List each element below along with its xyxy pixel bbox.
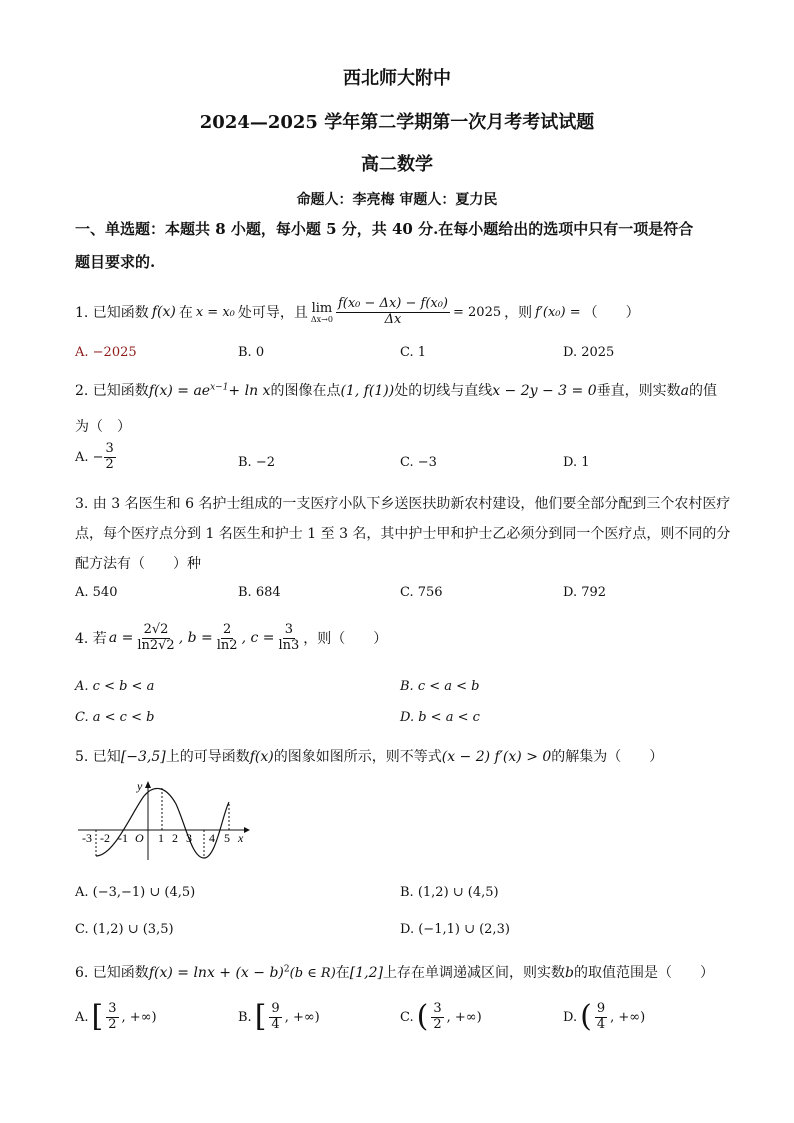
q1-text-3: 处可导，且 (237, 305, 308, 321)
q1-lim-sub: Δx→0 (310, 314, 333, 324)
q4-a-prefix: a = (108, 630, 134, 646)
q1-text-4: ，则 (504, 305, 533, 321)
q1-option-a[interactable]: A. −2025 (75, 345, 137, 360)
q5-text-1: 5. 已知 (75, 749, 121, 765)
q1-option-d[interactable]: D. 2025 (563, 345, 615, 360)
q1-option-c[interactable]: C. 1 (400, 345, 427, 360)
q6-text-3: 上存在单调递减区间，则实数 (382, 965, 565, 981)
q6-optD-den: 4 (596, 1016, 606, 1032)
q6-func: f(x) = lnx + (x − b) (148, 965, 284, 981)
q6-optA-den: 2 (108, 1016, 117, 1032)
q6-optA-fraction (106, 1002, 118, 1033)
q2-optA-fraction (104, 442, 116, 473)
q4-c-den: ln3 (278, 637, 300, 653)
q5-fx: f(x) (249, 749, 274, 765)
q2-optA-num: 3 (105, 441, 114, 456)
q4-option-a[interactable]: A. c < b < a (75, 679, 155, 694)
q2-option-c[interactable]: C. −3 (400, 455, 437, 470)
q6-condition: (b ∈ R) (289, 966, 336, 981)
question-1 (75, 287, 640, 337)
q6-text-1: 6. 已知函数 (75, 965, 149, 981)
q4-text-2: ，则（ ） (303, 631, 388, 647)
q5-text-4: 的解集为（ ） (551, 749, 664, 765)
q6-optC-den: 2 (433, 1016, 442, 1032)
q5-function-graph (74, 776, 254, 862)
q5-text-2: 上的可导函数 (165, 749, 250, 765)
q4-c-prefix: , c = (241, 630, 275, 646)
q6-optC-num: 3 (433, 1001, 442, 1016)
q6-var-b: b (564, 965, 574, 981)
q2-var-a: a (680, 383, 689, 399)
q6-optB-num: 9 (271, 1001, 280, 1016)
q6-optA-label: A. (75, 1009, 89, 1025)
q5-tick-minus2: -2 (100, 831, 110, 845)
section-heading-line2: 题目要求的. (75, 253, 156, 271)
question-5 (75, 746, 663, 766)
q2-option-a[interactable] (75, 442, 116, 473)
q1-fraction (336, 297, 450, 328)
q4-option-b[interactable]: B. c < a < b (400, 679, 480, 694)
q4-b-num: 2 (223, 621, 232, 637)
q1-paren: （ ） (583, 305, 640, 321)
q2-func-ln: + ln x (228, 383, 271, 399)
q6-option-c[interactable] (400, 999, 482, 1035)
q2-func: f(x) = ae (148, 383, 211, 399)
section-heading-line1: 一、单选题：本题共 8 小题，每小题 5 分，共 40 分.在每小题给出的选项中只有一项是符合 (75, 220, 694, 238)
q6-optB-fraction (269, 1002, 281, 1033)
q4-a-num: 2√2 (143, 621, 169, 637)
q6-exponent: 2 (283, 964, 290, 975)
q2-option-d[interactable]: D. 1 (563, 455, 590, 470)
q6-interval: [1,2] (349, 965, 383, 981)
q2-optA-den: 2 (105, 456, 114, 472)
q2-option-b[interactable]: B. −2 (238, 455, 275, 470)
q5-tick-5: 5 (224, 831, 230, 845)
q3-option-a[interactable]: A. 540 (75, 585, 118, 600)
q2-line-eq: x − 2y − 3 = 0 (492, 383, 597, 399)
q6-optB-label: B. (238, 1009, 252, 1025)
authors-line: 命题人：李亮梅 审题人：夏力民 (296, 192, 498, 208)
q1-numerator: f(x₀ − Δx) − f(x₀) (337, 295, 448, 311)
q5-tick-2: 2 (172, 831, 178, 845)
q1-fx: f(x) (151, 304, 176, 320)
q4-b-fraction (215, 623, 240, 654)
q6-option-b[interactable] (238, 999, 320, 1035)
q3-option-d[interactable]: D. 792 (563, 585, 607, 600)
q5-x-arrow (244, 827, 250, 833)
q6-optA-tail: , +∞) (121, 1009, 157, 1025)
q6-option-a[interactable] (75, 999, 157, 1035)
q4-c-fraction (276, 623, 301, 654)
question-2-line1 (75, 380, 717, 400)
q5-interval: [−3,5] (120, 749, 166, 765)
q4-b-den: ln2 (216, 637, 238, 653)
question-3-line3: 配方法有（ ）种 (75, 556, 201, 572)
q6-optD-label: D. (563, 1009, 578, 1025)
q6-optD-fraction (595, 1002, 607, 1033)
q5-y-label: y (137, 779, 143, 793)
q6-optD-tail: , +∞) (610, 1009, 646, 1025)
q5-curve (96, 788, 229, 858)
q4-text-1: 4. 若 (75, 631, 107, 647)
q1-denominator: Δx (384, 311, 402, 327)
q4-option-d[interactable]: D. b < a < c (400, 710, 480, 725)
q2-text-2: 的图像在点 (270, 383, 341, 399)
q6-optC-bracket: ( (416, 999, 429, 1035)
q6-optB-bracket: [ (254, 999, 267, 1035)
q1-option-b[interactable]: B. 0 (238, 345, 265, 360)
q2-point: (1, f(1)) (340, 383, 395, 399)
q1-condition: x = x₀ (195, 304, 235, 320)
q1-lim-word: lim (311, 300, 333, 316)
q6-optC-fraction (431, 1002, 443, 1033)
school-name: 西北师大附中 (343, 68, 451, 89)
q1-text-2: 在 (178, 305, 193, 321)
q2-exponent: x−1 (210, 382, 229, 393)
q4-a-fraction (135, 623, 176, 654)
q6-optD-bracket: ( (580, 999, 592, 1035)
q6-optA-num: 3 (108, 1001, 117, 1016)
q6-text-4: 的取值范围是（ ） (573, 965, 714, 981)
question-2-line2: 为（ ） (75, 419, 131, 435)
q5-tick-1: 1 (158, 831, 164, 845)
q6-text-2: 在 (335, 965, 350, 981)
q5-text-3: 的图象如图所示，则不等式 (273, 749, 442, 765)
q6-optC-tail: , +∞) (446, 1009, 482, 1025)
q4-b-prefix: , b = (178, 630, 213, 646)
q2-text-1: 2. 已知函数 (75, 383, 149, 399)
question-3-line2: 点，每个医疗点分到 1 名医生和护士 1 至 3 名，其中护士甲和护士乙必须分到同一个医疗点，则不同的分 (75, 526, 731, 542)
q6-optC-label: C. (400, 1009, 414, 1025)
q5-tick-3: 3 (186, 831, 192, 845)
q6-optB-den: 4 (271, 1016, 280, 1032)
q5-tick-minus3: -3 (82, 831, 92, 845)
q6-optB-tail: , +∞) (284, 1009, 320, 1025)
question-6 (75, 962, 714, 982)
q6-optA-bracket: [ (91, 999, 104, 1035)
q5-option-d[interactable]: D. (−1,1) ∪ (2,3) (400, 922, 510, 937)
q3-option-c[interactable]: C. 756 (400, 585, 443, 600)
q2-text-4: 垂直，则实数 (596, 383, 681, 399)
q5-y-arrow (145, 781, 151, 788)
q5-option-c[interactable]: C. (1,2) ∪ (3,5) (75, 922, 174, 937)
q2-text-3: 处的切线与直线 (394, 383, 493, 399)
q4-a-den: ln2√2 (137, 637, 175, 653)
q6-option-d[interactable] (563, 999, 646, 1035)
question-4 (75, 615, 387, 661)
q5-x-label: x (238, 831, 244, 845)
exam-title: 2024—2025 学年第二学期第一次月考考试试题 (199, 112, 595, 133)
q5-tick-4: 4 (209, 831, 215, 845)
q5-tick-origin: O (135, 831, 144, 845)
q5-option-a[interactable]: A. (−3,−1) ∪ (4,5) (75, 885, 196, 900)
q5-inequality: (x − 2) f′(x) > 0 (441, 749, 552, 765)
q1-ask: f′(x₀) = (535, 304, 581, 320)
q1-equals: = 2025 (453, 304, 502, 320)
q5-option-b[interactable]: B. (1,2) ∪ (4,5) (400, 885, 499, 900)
q6-optD-num: 9 (596, 1001, 606, 1016)
q3-option-b[interactable]: B. 684 (238, 585, 281, 600)
q2-optA-prefix: A. − (75, 449, 104, 465)
q2-text-5: 的值 (688, 383, 717, 399)
q4-option-c[interactable]: C. a < c < b (75, 710, 155, 725)
q1-limit (311, 301, 333, 324)
q4-c-num: 3 (284, 621, 294, 637)
q1-text-1: 1. 已知函数 (75, 305, 149, 321)
subject-title: 高二数学 (361, 154, 433, 175)
question-3-line1: 3. 由 3 名医生和 6 名护士组成的一支医疗小队下乡送医扶助新农村建设，他们要全部分配到三个农村医疗 (75, 496, 731, 512)
q5-tick-minus1: -1 (118, 831, 128, 845)
